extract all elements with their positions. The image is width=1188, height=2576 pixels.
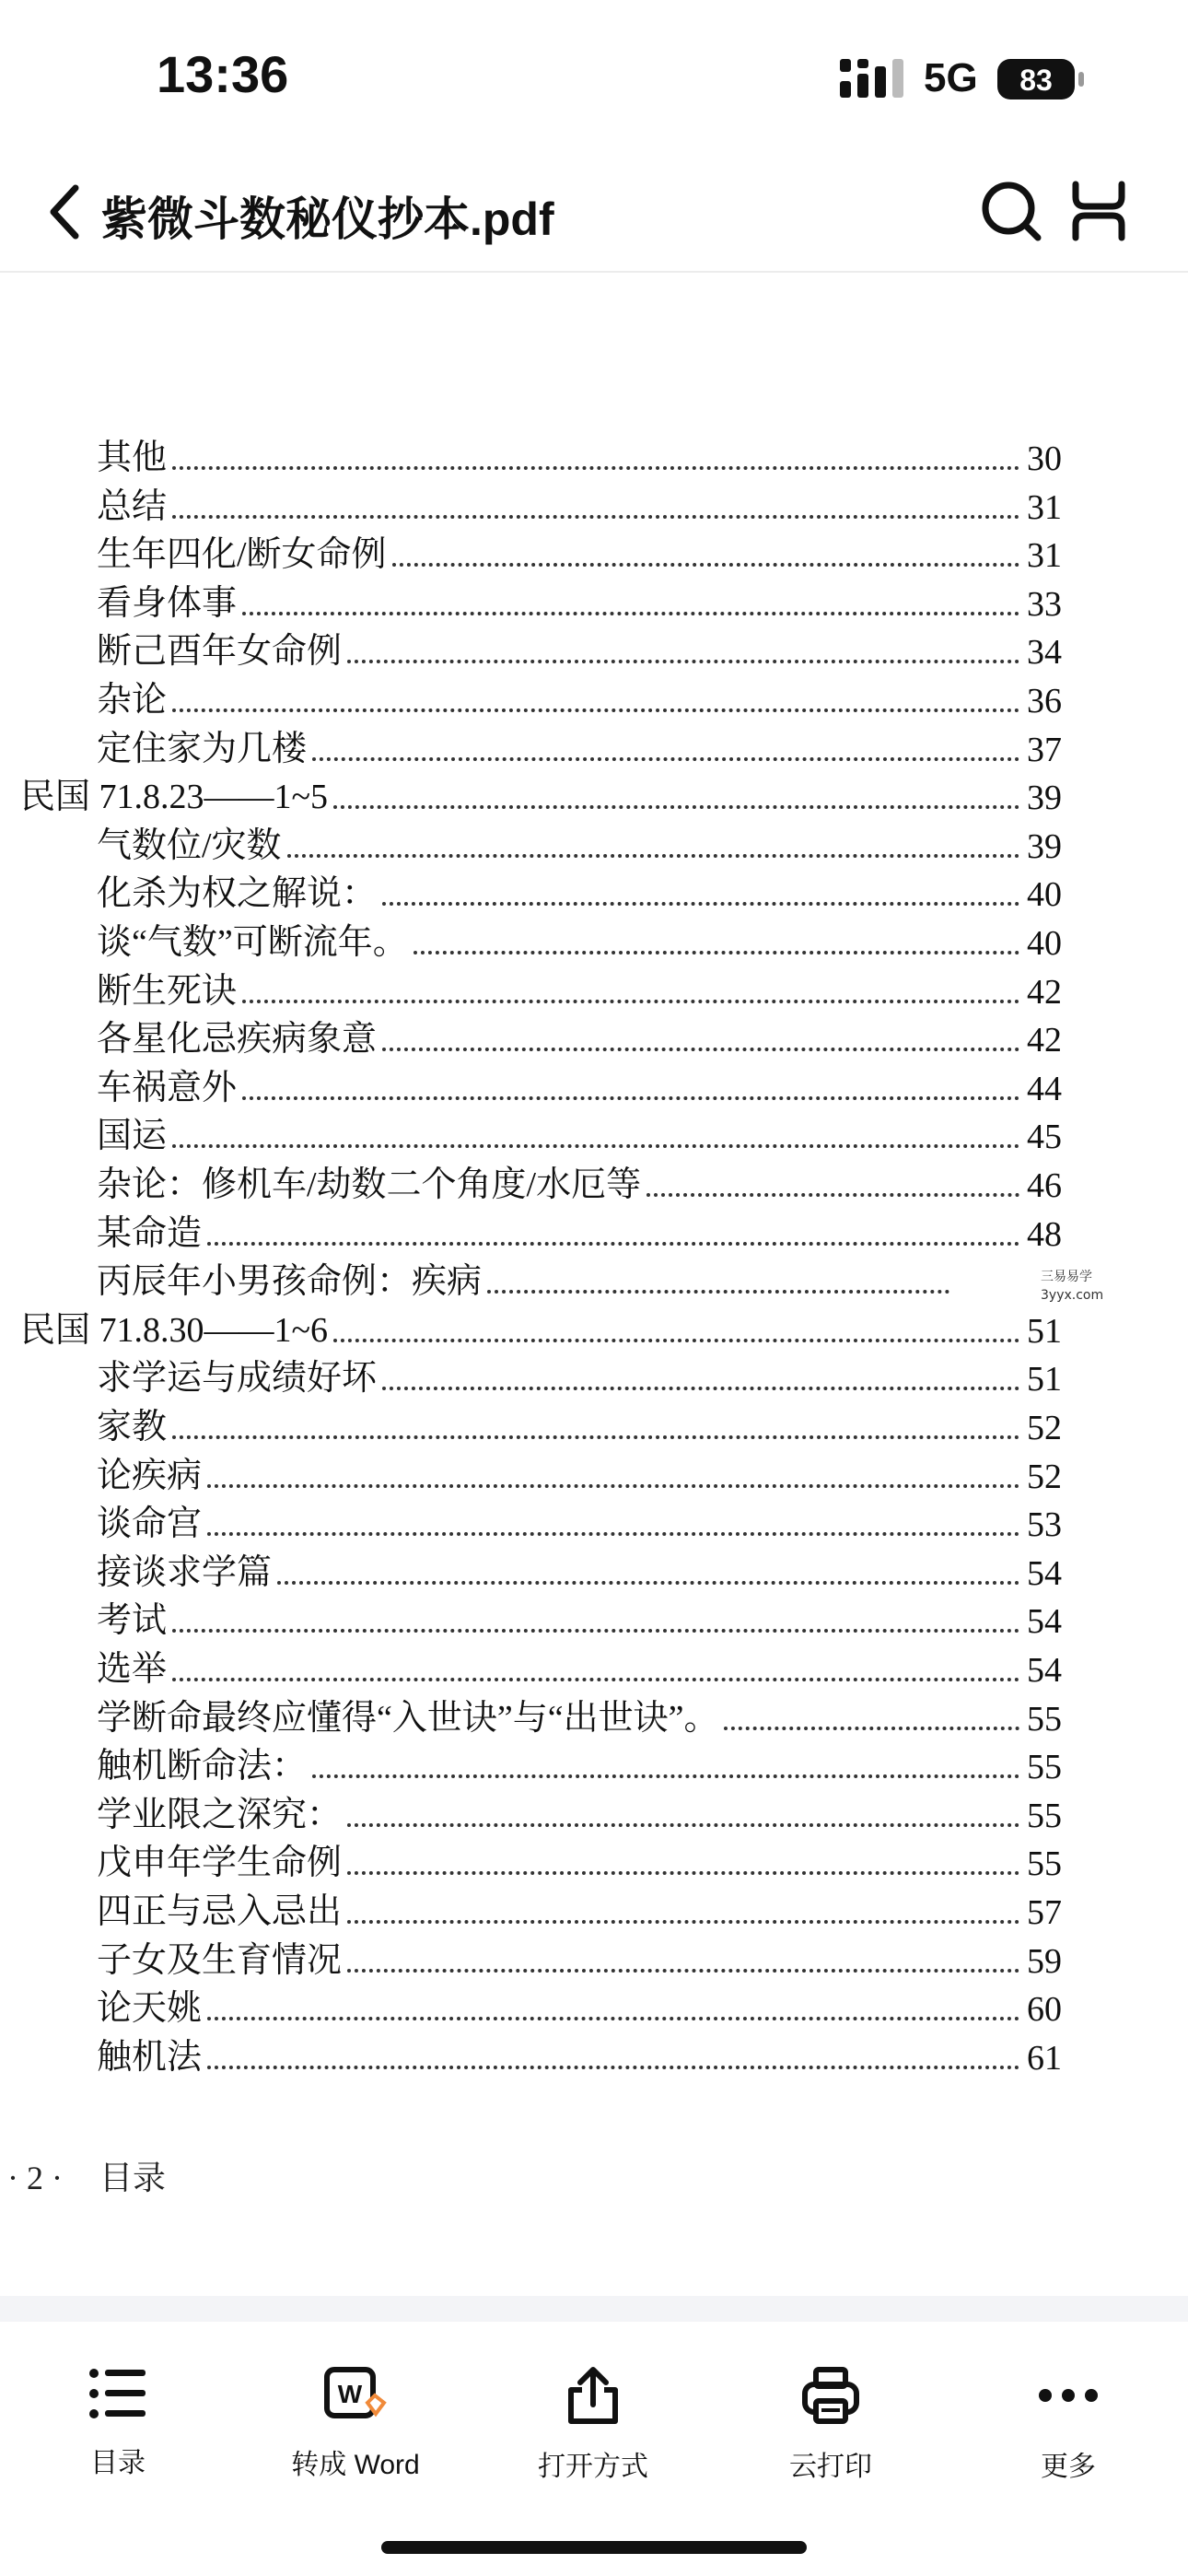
- search-icon[interactable]: [979, 179, 1043, 243]
- toc-entry-row[interactable]: [97, 1885, 1062, 1933]
- toc-leader-dots: [172, 708, 1019, 712]
- toc-entry-row[interactable]: [97, 431, 1062, 479]
- toc-entry-page: 55: [1027, 1700, 1062, 1739]
- toc-entry-page: 59: [1027, 1942, 1062, 1981]
- toc-entry-page: 45: [1027, 1118, 1062, 1156]
- toc-entry-title: 断己酉年女命例: [97, 632, 343, 671]
- toc-entry-title: 学断命最终应懂得“入世诀”与“出世诀”。: [97, 1699, 719, 1738]
- toc-entry-row[interactable]: [97, 1497, 1062, 1545]
- toc-entry-page: 55: [1027, 1797, 1062, 1835]
- toc-entry-row[interactable]: [97, 1255, 1062, 1303]
- toc-entry-row[interactable]: [97, 916, 1062, 964]
- toc-leader-dots: [207, 2066, 1019, 2069]
- toc-entry-row[interactable]: [97, 1934, 1062, 1982]
- toolbar-more-label: 更多: [1041, 2452, 1096, 2482]
- toc-entry-row[interactable]: [97, 1594, 1062, 1642]
- toc-entry-row[interactable]: [97, 722, 1062, 770]
- toolbar-convert-word-button[interactable]: [263, 2366, 448, 2495]
- toc-leader-dots: [382, 1048, 1019, 1051]
- toc-leader-dots: [207, 2017, 1019, 2020]
- network-type: 5G: [924, 55, 978, 100]
- document-title: 紫微斗数秘仪抄本.pdf: [101, 193, 554, 245]
- toc-entry-title: 求学运与成绩好坏: [97, 1359, 378, 1398]
- toc-leader-dots: [382, 1387, 1019, 1390]
- pdf-page: [0, 273, 1188, 2296]
- toc-entry-row[interactable]: [97, 673, 1062, 721]
- back-chevron-icon[interactable]: [44, 181, 85, 243]
- toc-entry-title: 触机断命法：: [97, 1747, 308, 1786]
- toc-entry-row[interactable]: [97, 1788, 1062, 1836]
- toc-entry-title: 看身体事: [97, 584, 238, 623]
- toc-entry-row[interactable]: [97, 625, 1062, 673]
- page-number: · 2 ·: [7, 2160, 63, 2196]
- bottom-toolbar: [0, 2322, 1188, 2576]
- toc-leader-dots: [333, 1339, 1019, 1342]
- status-bar: [0, 0, 1188, 157]
- toc-entry-page: 52: [1027, 1409, 1062, 1447]
- word-convert-icon: [323, 2366, 388, 2423]
- toc-entry-title: 论天姚: [97, 1989, 203, 2028]
- toc-entry-row[interactable]: [97, 1692, 1062, 1739]
- toc-entry-title: 总结: [97, 487, 168, 526]
- more-dots-icon: [1036, 2366, 1101, 2425]
- footer-section: 目录: [99, 2160, 166, 2196]
- toc-entry-page: 55: [1027, 1844, 1062, 1883]
- toc-entry-page: 39: [1027, 779, 1062, 817]
- toc-entry-title: 断生死诀: [97, 972, 238, 1011]
- toc-leader-dots: [172, 1435, 1019, 1439]
- toc-entry-page: 31: [1027, 536, 1062, 575]
- toc-entry-title: 杂论：修机车/劫数二个角度/水厄等: [97, 1165, 642, 1204]
- toc-entry-title: 四正与忌入忌出: [97, 1892, 343, 1931]
- toc-entry-title: 戊申年学生命例: [97, 1844, 343, 1882]
- toc-leader-dots: [172, 1678, 1019, 1681]
- toc-entry-row[interactable]: [97, 1400, 1062, 1448]
- toc-entry-page: 54: [1027, 1651, 1062, 1690]
- toc-entry-page: 61: [1027, 2039, 1062, 2078]
- toc-leader-dots: [333, 805, 1019, 809]
- watermark-line2: 3yyx.com: [1041, 1288, 1104, 1303]
- toc-entry-title: 各星化忌疾病象意: [97, 1020, 378, 1059]
- toolbar-more-button[interactable]: [976, 2366, 1160, 2495]
- toc-entry-row[interactable]: [97, 965, 1062, 1013]
- toc-entry-title: 气数位/灾数: [97, 826, 282, 865]
- toc-entry-title: 谈命宫: [97, 1505, 203, 1543]
- toc-entry-page: 40: [1027, 924, 1062, 963]
- toc-entry-title: 其他: [97, 439, 168, 477]
- list-icon: [88, 2366, 147, 2421]
- toc-entry-title: 学业限之深究：: [97, 1796, 343, 1834]
- toc-entry-row[interactable]: [97, 1352, 1062, 1399]
- toc-entry-title: 民国 71.8.30——1~6: [20, 1311, 329, 1350]
- toc-leader-dots: [172, 466, 1019, 470]
- toc-entry-row[interactable]: [97, 480, 1062, 528]
- toc-leader-dots: [172, 515, 1019, 519]
- toc-entry-row[interactable]: [97, 819, 1062, 867]
- watermark: [1041, 1268, 1103, 1305]
- toc-entry-page: 51: [1027, 1312, 1062, 1351]
- share-icon: [564, 2366, 623, 2425]
- toc-entry-title: 丙辰年小男孩命例：疾病: [97, 1262, 483, 1301]
- home-indicator[interactable]: [381, 2541, 807, 2554]
- toc-entry-title: 生年四化/断女命例: [97, 535, 387, 574]
- toc-chapter-row[interactable]: [20, 1304, 1062, 1352]
- toc-entry-row[interactable]: [97, 528, 1062, 576]
- toc-entry-row[interactable]: [97, 1546, 1062, 1594]
- toc-leader-dots: [347, 1920, 1019, 1924]
- toc-entry-page: 40: [1027, 875, 1062, 914]
- toc-leader-dots: [382, 902, 1019, 906]
- toolbar-open-with-label: 打开方式: [538, 2452, 648, 2482]
- svg-text:W: W: [337, 2380, 363, 2408]
- toolbar-cloud-print-button[interactable]: [739, 2366, 923, 2495]
- toc-leader-dots: [392, 563, 1019, 567]
- toc-chapter-row[interactable]: [20, 770, 1062, 818]
- toc-leader-dots: [172, 1629, 1019, 1633]
- page-separator: [0, 2296, 1188, 2322]
- toc-entry-row[interactable]: [97, 867, 1062, 915]
- toc-entry-title: 车祸意外: [97, 1069, 238, 1107]
- toc-entry-page: 33: [1027, 585, 1062, 624]
- toc-entry-title: 民国 71.8.23——1~5: [20, 778, 329, 816]
- toc-entry-title: 论疾病: [97, 1457, 203, 1495]
- toc-entry-title: 某命造: [97, 1214, 203, 1253]
- toc-entry-title: 谈“气数”可断流年。: [97, 923, 408, 962]
- toc-leader-dots: [172, 1144, 1019, 1148]
- toc-entry-row[interactable]: [97, 1158, 1062, 1206]
- toc-entry-page: 54: [1027, 1554, 1062, 1593]
- watermark-mask: [956, 1292, 1025, 1316]
- expand-collapse-icon[interactable]: [1068, 179, 1129, 243]
- toc-entry-row[interactable]: [97, 1739, 1062, 1787]
- toc-entry-title: 化杀为权之解说：: [97, 874, 378, 913]
- battery-level: 83: [1019, 64, 1053, 97]
- toc-leader-dots: [207, 1532, 1019, 1536]
- toc-leader-dots: [277, 1581, 1019, 1585]
- toc-entry-row[interactable]: [97, 1643, 1062, 1691]
- toc-entry-page: 53: [1027, 1505, 1062, 1544]
- toc-entry-page: 42: [1027, 1021, 1062, 1060]
- toc-entry-page: 44: [1027, 1070, 1062, 1108]
- toc-entry-page: 30: [1027, 439, 1062, 478]
- toc-entry-row[interactable]: [97, 2031, 1062, 2078]
- toolbar-contents-button[interactable]: [26, 2366, 210, 2495]
- toc-entry-page: 48: [1027, 1215, 1062, 1254]
- toc-leader-dots: [724, 1727, 1019, 1730]
- toc-entry-page: 34: [1027, 633, 1062, 672]
- toc-entry-row[interactable]: [97, 1061, 1062, 1109]
- toc-leader-dots: [646, 1193, 1019, 1197]
- toc-entry-title: 接谈求学篇: [97, 1553, 273, 1592]
- toc-entry-title: 家教: [97, 1408, 168, 1446]
- toc-entry-page: 31: [1027, 488, 1062, 527]
- toc-entry-row[interactable]: [97, 577, 1062, 625]
- page-footer: [7, 2152, 166, 2199]
- toc-leader-dots: [347, 1823, 1019, 1827]
- toolbar-open-with-button[interactable]: [501, 2366, 685, 2495]
- toc-entry-title: 考试: [97, 1601, 168, 1640]
- toc-leader-dots: [242, 612, 1019, 615]
- toc-entry-page: 55: [1027, 1748, 1062, 1786]
- toc-entry-row[interactable]: [97, 1449, 1062, 1497]
- toc-leader-dots: [242, 1000, 1019, 1003]
- toc-entry-page: 39: [1027, 827, 1062, 866]
- toolbar-convert-word-label: 转成 Word: [291, 2450, 420, 2480]
- toc-entry-title: 杂论: [97, 681, 168, 720]
- toc-leader-dots: [312, 1774, 1019, 1778]
- toc-leader-dots: [207, 1484, 1019, 1488]
- toc-entry-page: 54: [1027, 1602, 1062, 1641]
- toc-entry-row[interactable]: [97, 1836, 1062, 1884]
- toc-entry-title: 触机法: [97, 2038, 203, 2077]
- toc-leader-dots: [413, 951, 1019, 954]
- toc-entry-title: 定住家为几楼: [97, 730, 308, 768]
- toc-entry-title: 选举: [97, 1650, 168, 1689]
- toc-entry-page: 42: [1027, 973, 1062, 1012]
- status-time: 13:36: [157, 45, 289, 103]
- toc-leader-dots: [312, 757, 1019, 761]
- toc-entry-title: 子女及生育情况: [97, 1941, 343, 1980]
- toc-leader-dots: [347, 660, 1019, 663]
- toc-entry-page: 51: [1027, 1360, 1062, 1399]
- printer-icon: [801, 2366, 860, 2425]
- toc-entry-page: 36: [1027, 682, 1062, 720]
- battery-icon: [997, 57, 1086, 101]
- toc-leader-dots: [287, 854, 1019, 858]
- watermark-line1: 三易易学: [1041, 1270, 1092, 1284]
- toc-leader-dots: [347, 1969, 1019, 1973]
- toolbar-contents-label: 目录: [90, 2448, 146, 2478]
- toc-entry-row[interactable]: [97, 1982, 1062, 2030]
- toc-entry-row[interactable]: [97, 1109, 1062, 1157]
- toc-leader-dots: [207, 1242, 1019, 1246]
- toc-entry-row[interactable]: [97, 1013, 1062, 1060]
- toc-leader-dots: [487, 1290, 949, 1294]
- toolbar-cloud-print-label: 云打印: [789, 2452, 872, 2482]
- toc-entry-title: 国运: [97, 1117, 168, 1155]
- toc-entry-page: 37: [1027, 731, 1062, 769]
- toc-entry-page: 46: [1027, 1166, 1062, 1205]
- signal-icon: [840, 59, 904, 98]
- toc-leader-dots: [242, 1096, 1019, 1100]
- nav-bar: [0, 157, 1188, 273]
- toc-entry-page: 52: [1027, 1458, 1062, 1496]
- toc-entry-page: 60: [1027, 1990, 1062, 2029]
- toc-leader-dots: [347, 1871, 1019, 1875]
- toc-entry-page: 57: [1027, 1893, 1062, 1932]
- toc-entry-row[interactable]: [97, 1207, 1062, 1255]
